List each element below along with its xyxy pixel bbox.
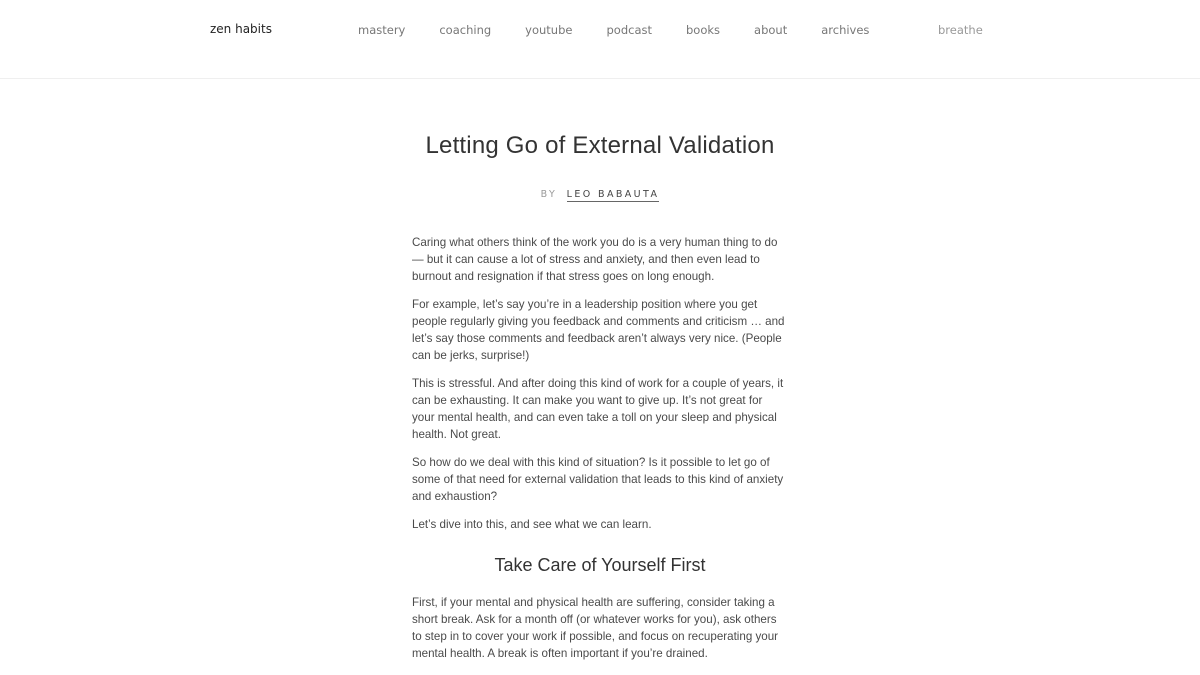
article-body — [412, 234, 788, 673]
nav-item-archives[interactable]: archives — [821, 23, 870, 37]
main-nav — [358, 23, 903, 37]
site-logo-link[interactable]: zen habits — [210, 22, 272, 36]
article-paragraph: So how do we deal with this kind of situation? Is it possible to let go of some of that need for external validation that leads to this kind of anxiety and exhaustion? — [412, 456, 784, 503]
article-paragraph: Caring what others think of the work you do is a very human thing to do — but it can cause a lot of stress and anxiety, and then even lead to burnout and resignation if that stress goes on long enough. — [412, 236, 778, 283]
article-paragraph: For example, let’s say you’re in a leadership position where you get people regularly giving you feedback and comments and criticism … and let’s say those comments and feedback aren’t always very nice. (People can be jerks, surprise!) — [412, 298, 785, 362]
article-title: Letting Go of External Validation — [425, 132, 775, 159]
nav-item-youtube[interactable]: youtube — [525, 23, 573, 37]
article-paragraph: First, if your mental and physical health are suffering, consider taking a short break. Ask for a month off (or whatever works for you), ask others to step in to cover your work if possible, and focus on recuperating your mental health. A break is often important if you’re drained. — [412, 596, 779, 660]
site-header — [0, 0, 1200, 79]
nav-item-mastery[interactable]: mastery — [358, 23, 406, 37]
breathe-link[interactable]: breathe — [938, 23, 983, 37]
nav-item-coaching[interactable]: coaching — [439, 23, 492, 37]
byline — [212, 189, 988, 200]
section-heading: Take Care of Yourself First — [494, 555, 706, 575]
byline-label: BY — [540, 189, 558, 200]
article-paragraph: Let’s dive into this, and see what we can learn. — [412, 518, 652, 531]
nav-item-podcast[interactable]: podcast — [606, 23, 652, 37]
author-link[interactable]: LEO BABAUTA — [566, 189, 660, 200]
article-paragraph: This is stressful. And after doing this kind of work for a couple of years, it can be exhausting. It can make you want to give up. It’s not great for your mental health, and can even take a toll on your sleep and physical health. Not great. — [412, 377, 784, 441]
nav-item-about[interactable]: about — [754, 23, 788, 37]
nav-item-books[interactable]: books — [686, 23, 721, 37]
